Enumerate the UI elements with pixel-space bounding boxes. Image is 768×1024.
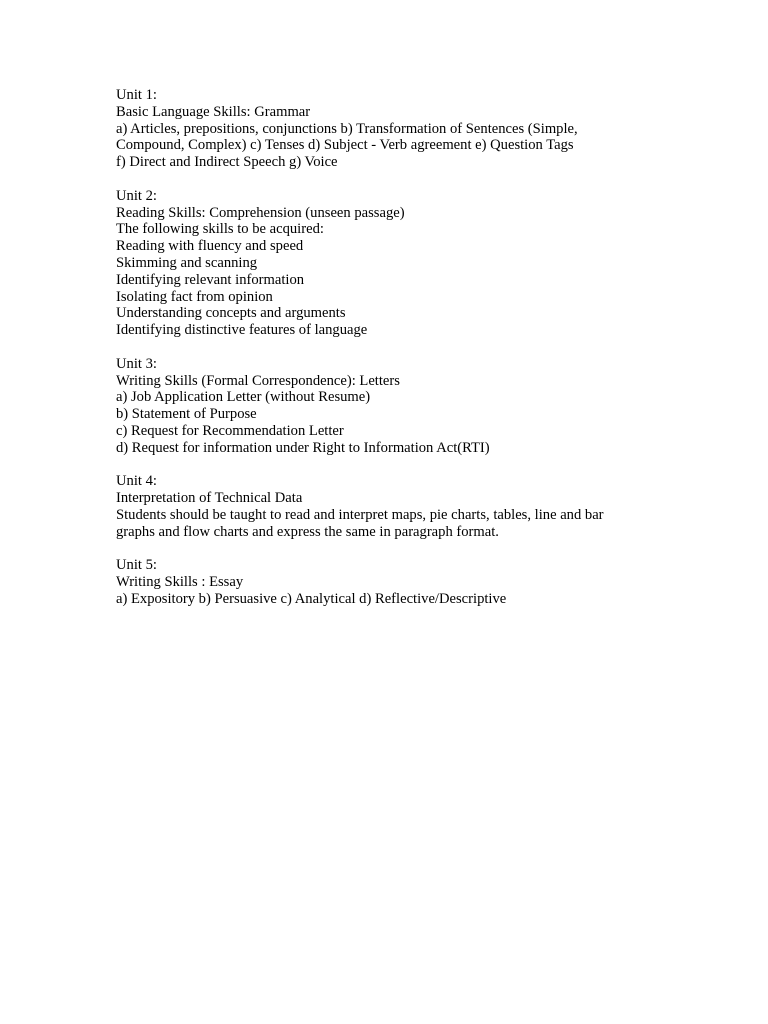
list-item: Reading with fluency and speed [116, 238, 304, 255]
list-item: a) Job Application Letter (without Resume) [116, 389, 371, 406]
unit-title: Interpretation of Technical Data [116, 490, 303, 507]
text-line: The following skills to be acquired: [116, 221, 324, 238]
list-item: a) Expository b) Persuasive c) Analytical d) Reflective/Descriptive [116, 590, 507, 607]
unit-4-section [116, 473, 656, 540]
unit-heading: Unit 1: [116, 87, 157, 103]
list-item: Skimming and scanning [116, 254, 258, 271]
unit-title: Writing Skills : Essay [116, 574, 244, 591]
unit-heading: Unit 5: [116, 557, 157, 574]
text-line: f) Direct and Indirect Speech g) Voice [116, 154, 338, 171]
list-item: Isolating fact from opinion [116, 288, 273, 305]
unit-title: Reading Skills: Comprehension (unseen passage) [116, 204, 405, 221]
list-item: Understanding concepts and arguments [116, 305, 346, 322]
unit-5-section [116, 557, 656, 607]
unit-heading: Unit 4: [116, 473, 157, 490]
document-page [116, 87, 656, 625]
text-line: graphs and flow charts and express the same in paragraph format. [116, 523, 499, 540]
list-item: Identifying distinctive features of language [116, 322, 368, 339]
text-line: a) Articles, prepositions, conjunctions b) Transformation of Sentences (Simple, [116, 120, 578, 137]
unit-title: Basic Language Skills: Grammar [116, 103, 311, 120]
text-line: Compound, Complex) c) Tenses d) Subject - Verb agreement e) Question Tags [116, 137, 574, 154]
list-item: b) Statement of Purpose [116, 406, 257, 423]
unit-1-section [116, 87, 656, 171]
unit-heading: Unit 2: [116, 187, 157, 204]
unit-heading: Unit 3: [116, 355, 157, 372]
text-line: Students should be taught to read and interpret maps, pie charts, tables, line and bar [116, 506, 604, 523]
unit-3-section [116, 356, 656, 457]
list-item: Identifying relevant information [116, 271, 305, 288]
unit-title: Writing Skills (Formal Correspondence): Letters [116, 372, 400, 389]
list-item: c) Request for Recommendation Letter [116, 422, 344, 439]
unit-2-section [116, 188, 656, 339]
list-item: d) Request for information under Right to Information Act(RTI) [116, 439, 490, 456]
